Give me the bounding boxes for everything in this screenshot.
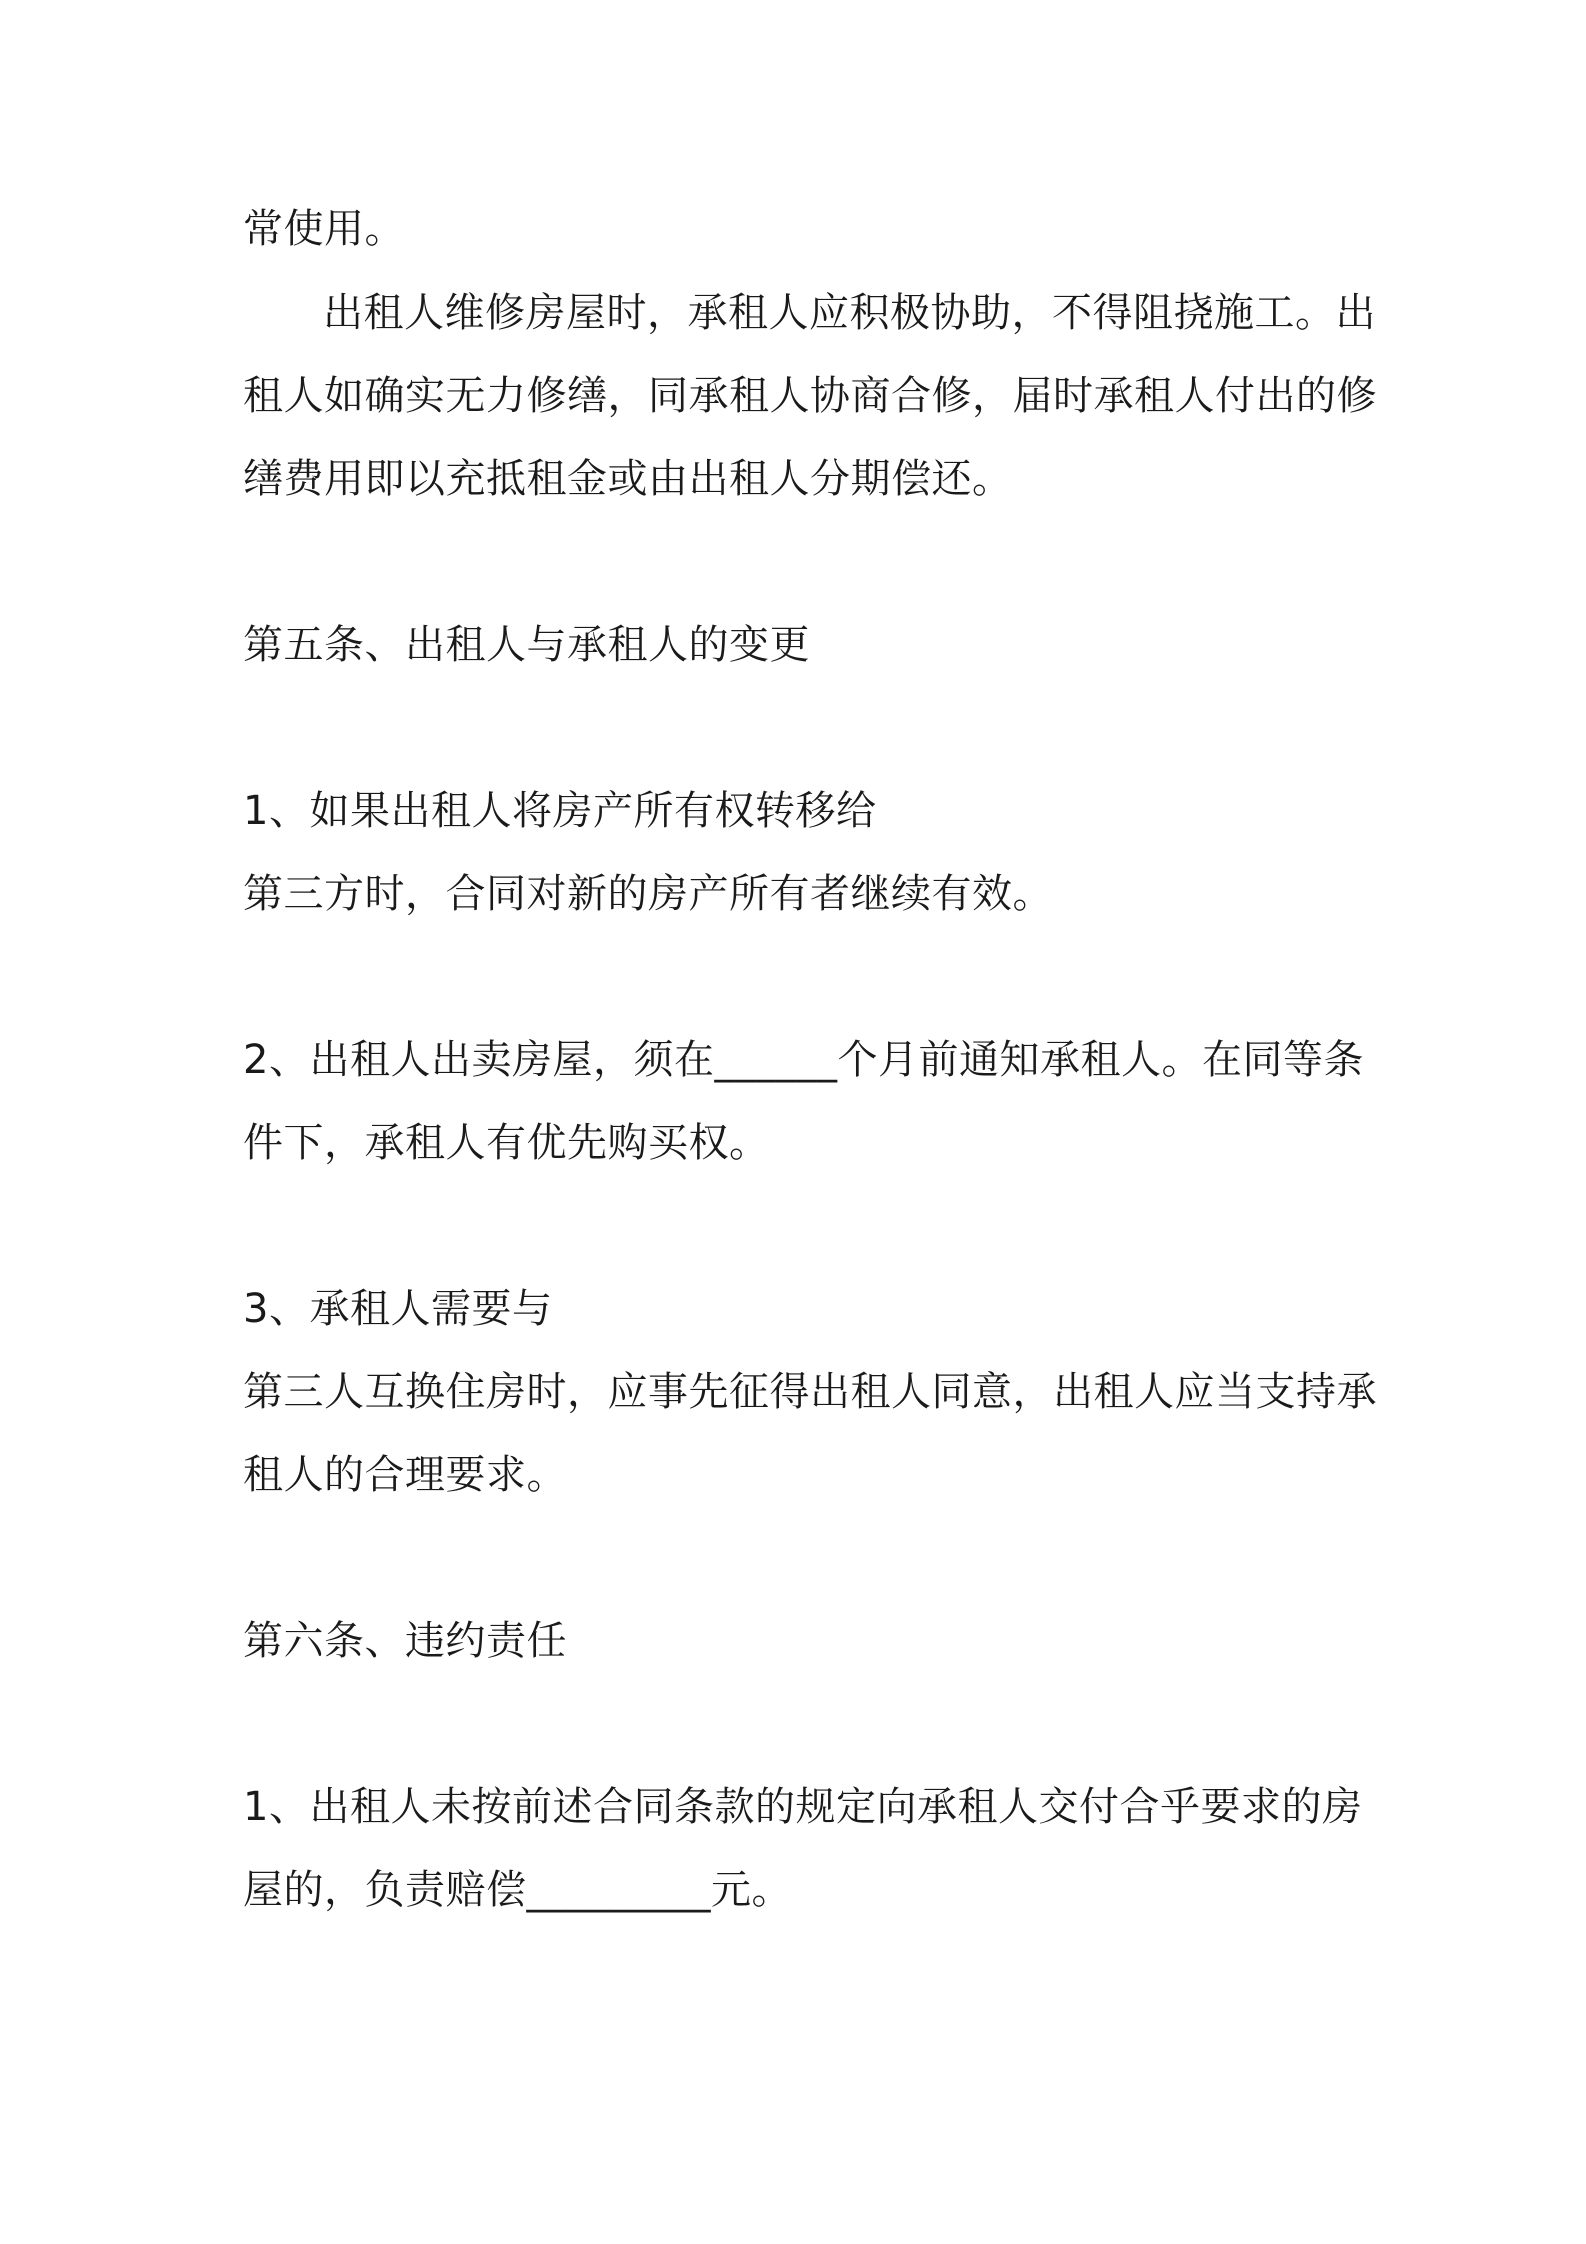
paragraph-line: 缮费用即以充抵租金或由出租人分期偿还。 — [243, 456, 1013, 502]
section-heading: 第五条、出租人与承租人的变更 — [243, 622, 810, 668]
paragraph-line: 第三方时，合同对新的房产所有者继续有效。 — [243, 871, 1053, 917]
section-heading: 第六条、违约责任 — [243, 1618, 567, 1664]
paragraph-line: 常使用。 — [243, 206, 405, 252]
paragraph-line: 出租人维修房屋时，承租人应积极协助，不得阻挠施工。出 — [323, 290, 1376, 336]
clause-item: 1、出租人未按前述合同条款的规定向承租人交付合乎要求的房 — [243, 1784, 1363, 1830]
clause-item: 3、承租人需要与 — [243, 1286, 553, 1332]
clause-item: 2、出租人出卖房屋，须在______个月前通知承租人。在同等条 — [243, 1037, 1364, 1083]
paragraph-line: 件下，承租人有优先购买权。 — [243, 1120, 770, 1166]
paragraph-line: 租人如确实无力修缮，同承租人协商合修，届时承租人付出的修 — [243, 373, 1377, 419]
paragraph-line: 租人的合理要求。 — [243, 1452, 567, 1498]
paragraph-line: 屋的，负责赔偿_________元。 — [243, 1867, 792, 1913]
paragraph-line: 第三人互换住房时，应事先征得出租人同意，出租人应当支持承 — [243, 1369, 1377, 1415]
clause-item: 1、如果出租人将房产所有权转移给 — [243, 788, 877, 834]
